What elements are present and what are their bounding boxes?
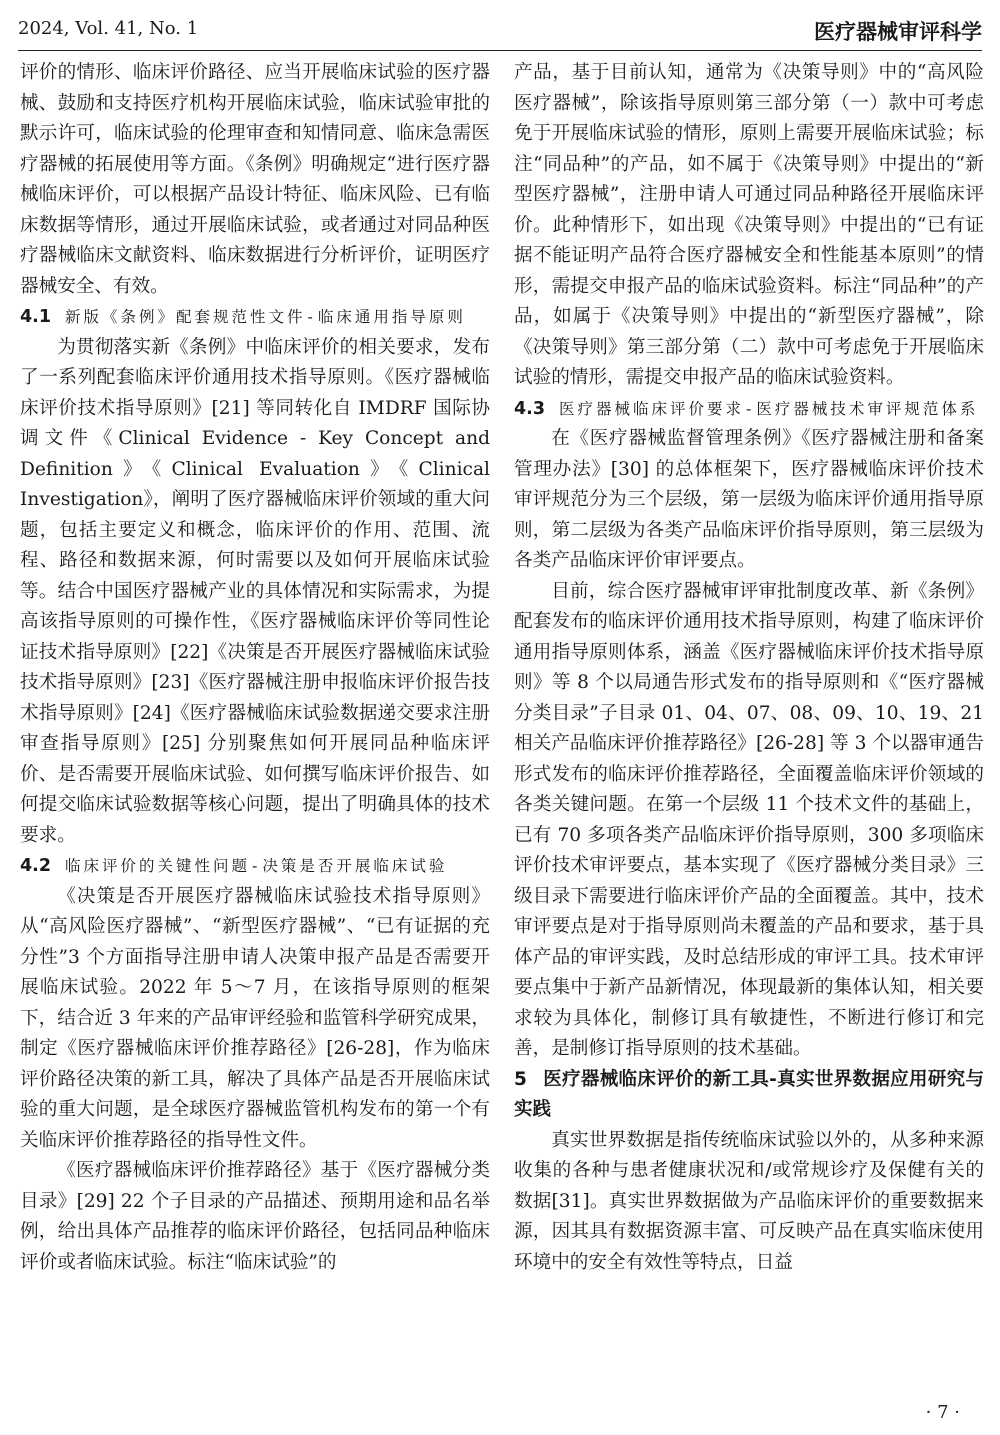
section-heading-5 <box>514 1065 984 1126</box>
journal-issue: 2024, Vol. 41, No. 1 <box>18 18 199 39</box>
section-number: 5 <box>514 1068 527 1090</box>
paragraph: 目前，综合医疗器械审评审批制度改革、新《条例》配套发布的临床评价通用技术指导原则，构建了临床评价通用指导原则体系，涵盖《医疗器械临床评价技术指导原则》等 8 个以局通告形式发布的指导原则和《“医疗器械分类目录”子目录 01、04、07、08、09、10、19、21 相关产品临床评价推荐路径》[26-28] 等 3 个以器审通告形式发布的临床评价推荐路径，全面覆盖临床评价领域的各类关键问题。在第一个层级 11 个技术文件的基础上，已有 70 多项各类产品临床评价指导原则，300 多项临床评价技术审评要点，基本实现了《医疗器械分类目录》三级目录下需要进行临床评价产品的全面覆盖。其中，技术审评要点是对于指导原则尚未覆盖的产品和要求，基于具体产品的审评实践，及时总结形成的审评工具。技术审评要点集中于新产品新情况，体现最新的集体认知，相关要求较为具体化，制修订具有敏捷性，不断进行修订和完善，是制修订指导原则的技术基础。 <box>514 580 984 1059</box>
section-title: 医疗器械临床评价的新工具-真实世界数据应用研究与实践 <box>514 1068 984 1120</box>
page-header <box>18 10 982 51</box>
section-heading-4-2 <box>20 851 490 882</box>
section-number: 4.1 <box>20 307 52 327</box>
paragraph: 真实世界数据是指传统临床试验以外的，从多种来源收集的各种与患者健康状况和/或常规诊疗及保健有关的数据[31]。真实世界数据做为产品临床评价的重要数据来源，因其具有数据资源丰富、可反映产品在真实临床使用环境中的安全有效性等特点，日益 <box>514 1129 984 1273</box>
section-title: 新版《条例》配套规范性文件-临床通用指导原则 <box>65 308 466 326</box>
paragraph: 《医疗器械临床评价推荐路径》基于《医疗器械分类目录》[29] 22 个子目录的产品描述、预期用途和品名举例，给出具体产品推荐的临床评价路径，包括同品种临床评价或者临床试验。标注“临床试验”的 <box>20 1160 490 1273</box>
right-column <box>514 58 984 1278</box>
section-heading-4-3 <box>514 394 984 425</box>
journal-name: 医疗器械审评科学 <box>814 20 982 44</box>
section-number: 4.2 <box>20 856 52 876</box>
page-number: · 7 · <box>925 1402 960 1423</box>
paragraph: 为贯彻落实新《条例》中临床评价的相关要求，发布了一系列配套临床评价通用技术指导原则。《医疗器械临床评价技术指导原则》[21] 等同转化自 IMDRF 国际协调文件《Clinical Evidence - Key Concept and Definition》《Clinical Evaluation》《Clinical Investigation》，阐明了医疗器械临床评价领域的重大问题，包括主要定义和概念，临床评价的作用、范围、流程、路径和数据来源，何时需要以及如何开展临床试验等。结合中国医疗器械产业的具体情况和实际需求，为提高该指导原则的可操作性，《医疗器械临床评价等同性论证技术指导原则》[22]《决策是否开展医疗器械临床试验技术指导原则》[23]《医疗器械注册申报临床评价报告技术指导原则》[24]《医疗器械临床试验数据递交要求注册审查指导原则》[25] 分别聚焦如何开展同品种临床评价、是否需要开展临床试验、如何撰写临床评价报告、如何提交临床试验数据等核心问题，提出了明确具体的技术要求。 <box>20 336 490 846</box>
section-heading-4-1 <box>20 302 490 333</box>
paragraph: 评价的情形、临床评价路径、应当开展临床试验的医疗器械、鼓励和支持医疗机构开展临床试验，临床试验审批的默示许可，临床试验的伦理审查和知情同意、临床急需医疗器械的拓展使用等方面。《条例》明确规定“进行医疗器械临床评价，可以根据产品设计特征、临床风险、已有临床数据等情形，通过开展临床试验，或者通过对同品种医疗器械临床文献资料、临床数据进行分析评价，证明医疗器械安全、有效。 <box>20 62 490 297</box>
left-column <box>20 58 490 1278</box>
section-title: 医疗器械临床评价要求-医疗器械技术审评规范体系 <box>559 399 979 418</box>
paragraph: 产品，基于目前认知，通常为《决策导则》中的“高风险医疗器械”，除该指导原则第三部分第（一）款中可考虑免于开展临床试验的情形，原则上需要开展临床试验；标注“同品种”的产品，如不属于《决策导则》中提出的“新型医疗器械”，注册申请人可通过同品种路径开展临床评价。此种情形下，如出现《决策导则》中提出的“已有证据不能证明产品符合医疗器械安全和性能基本原则”的情形，需提交申报产品的临床试验资料。标注“同品种”的产品，如属于《决策导则》中提出的“新型医疗器械”，除《决策导则》第三部分第（二）款中可考虑免于开展临床试验的情形，需提交申报产品的临床试验资料。 <box>514 62 984 388</box>
section-title: 临床评价的关键性问题-决策是否开展临床试验 <box>65 857 448 875</box>
paragraph: 在《医疗器械监督管理条例》《医疗器械注册和备案管理办法》[30] 的总体框架下，医疗器械临床评价技术审评规范分为三个层级，第一层级为临床评价通用指导原则，第二层级为各类产品临床评价指导原则，第三层级为各类产品临床评价审评要点。 <box>514 428 984 571</box>
section-number: 4.3 <box>514 398 546 419</box>
paragraph: 《决策是否开展医疗器械临床试验技术指导原则》从“高风险医疗器械”、“新型医疗器械”、“已有证据的充分性”3 个方面指导注册申请人决策申报产品是否需要开展临床试验。2022 年 5～7 月，在该指导原则的框架下，结合近 3 年来的产品审评经验和监管科学研究成果，制定《医疗器械临床评价推荐路径》[26-28]，作为临床评价路径决策的新工具，解决了具体产品是否开展临床试验的重大问题，是全球医疗器械监管机构发布的第一个有关临床评价推荐路径的指导性文件。 <box>20 885 490 1151</box>
